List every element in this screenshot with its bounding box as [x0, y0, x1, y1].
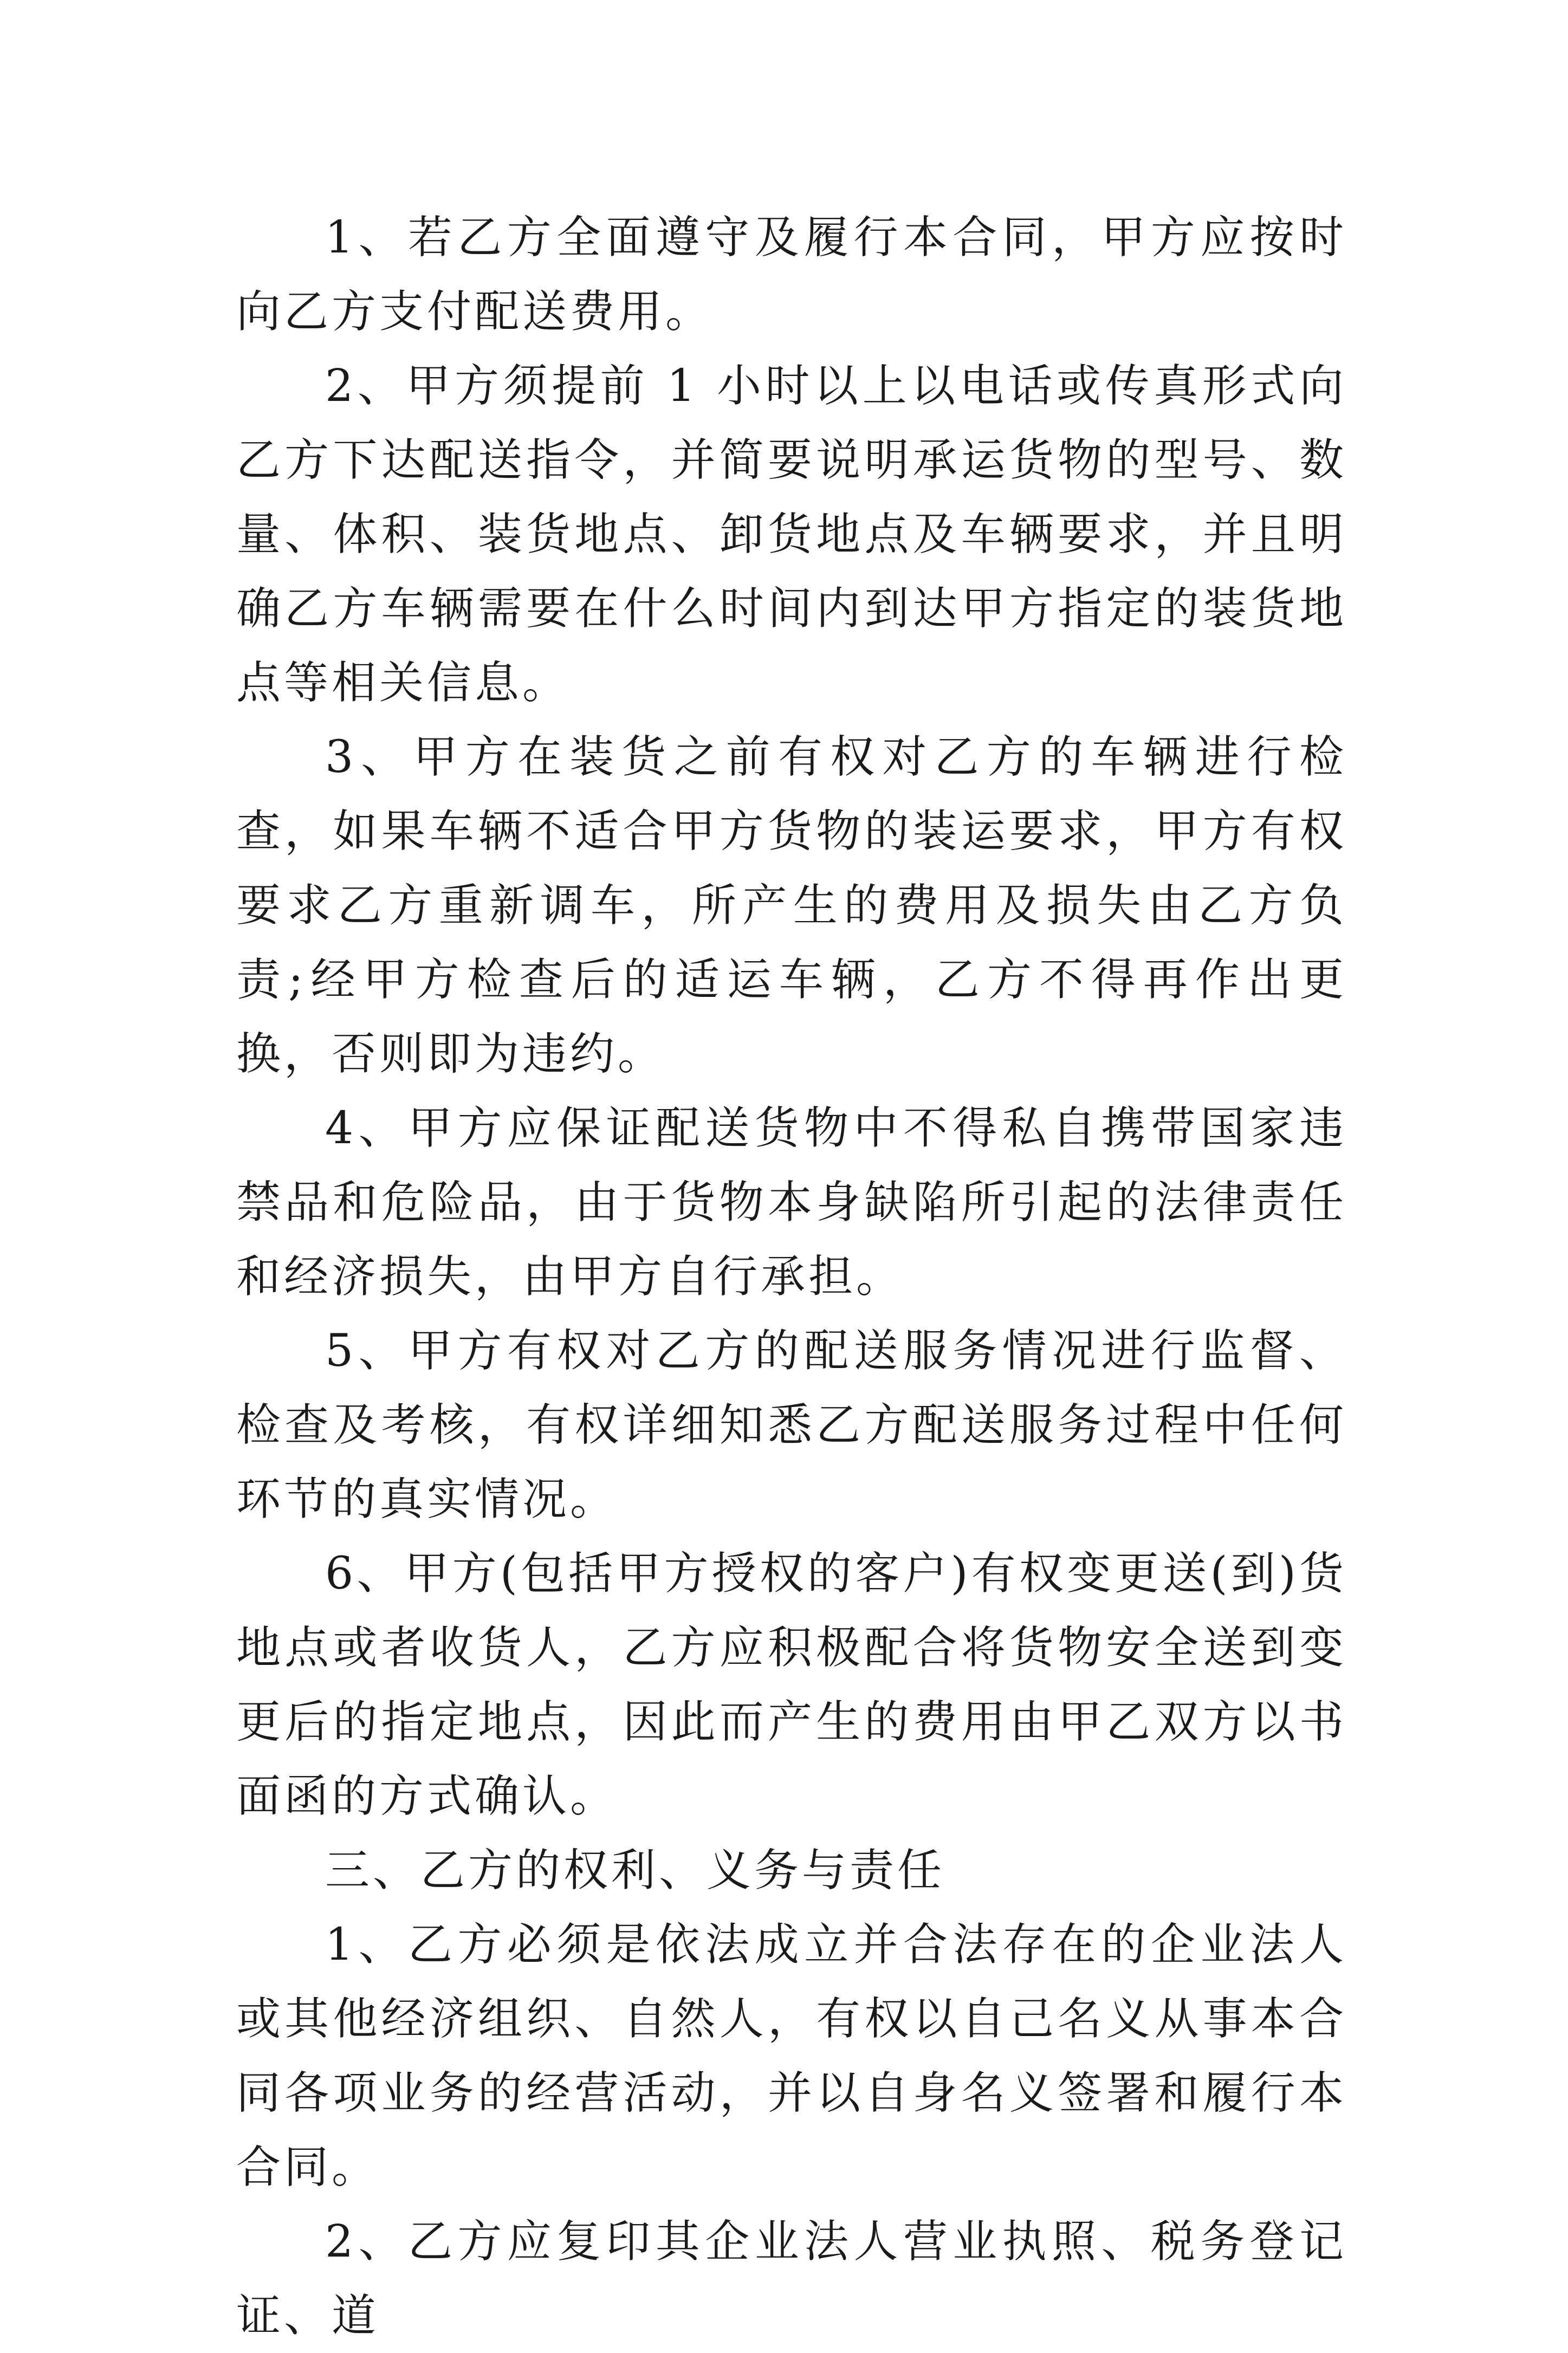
- document-body: [236, 200, 1347, 2353]
- clause-a-3: 3、甲方在装货之前有权对乙方的车辆进行检查，如果车辆不适合甲方货物的装运要求，甲方有权要求乙方重新调车，所产生的费用及损失由乙方负责;经甲方检查后的适运车辆，乙方不得再作出更换，否则即为违约。: [236, 731, 1347, 1080]
- clause-a-1: 1、若乙方全面遵守及履行本合同，甲方应按时向乙方支付配送费用。: [236, 212, 1347, 338]
- clause-b-2: 2、乙方应复印其企业法人营业执照、税务登记证、道: [236, 2216, 1347, 2342]
- clause-a-6: 6、甲方(包括甲方授权的客户)有权变更送(到)货地点或者收货人，乙方应积极配合将货物安全送到变更后的指定地点，因此而产生的费用由甲乙双方以书面函的方式确认。: [236, 1548, 1347, 1822]
- clause-b-1: 1、乙方必须是依法成立并合法存在的企业法人或其他经济组织、自然人，有权以自己名义从事本合同各项业务的经营活动，并以自身名义签署和履行本合同。: [236, 1919, 1347, 2193]
- clause-a-2: 2、甲方须提前 1 小时以上以电话或传真形式向乙方下达配送指令，并简要说明承运货物的型号、数量、体积、装货地点、卸货地点及车辆要求，并且明确乙方车辆需要在什么时间内到达甲方指定的装货地点等相关信息。: [236, 360, 1347, 709]
- clause-a-4: 4、甲方应保证配送货物中不得私自携带国家违禁品和危险品，由于货物本身缺陷所引起的法律责任和经济损失，由甲方自行承担。: [236, 1103, 1347, 1302]
- section-b-heading: 三、乙方的权利、义务与责任: [325, 1845, 945, 1896]
- clause-a-5: 5、甲方有权对乙方的配送服务情况进行监督、检查及考核，有权详细知悉乙方配送服务过程中任何环节的真实情况。: [236, 1325, 1347, 1525]
